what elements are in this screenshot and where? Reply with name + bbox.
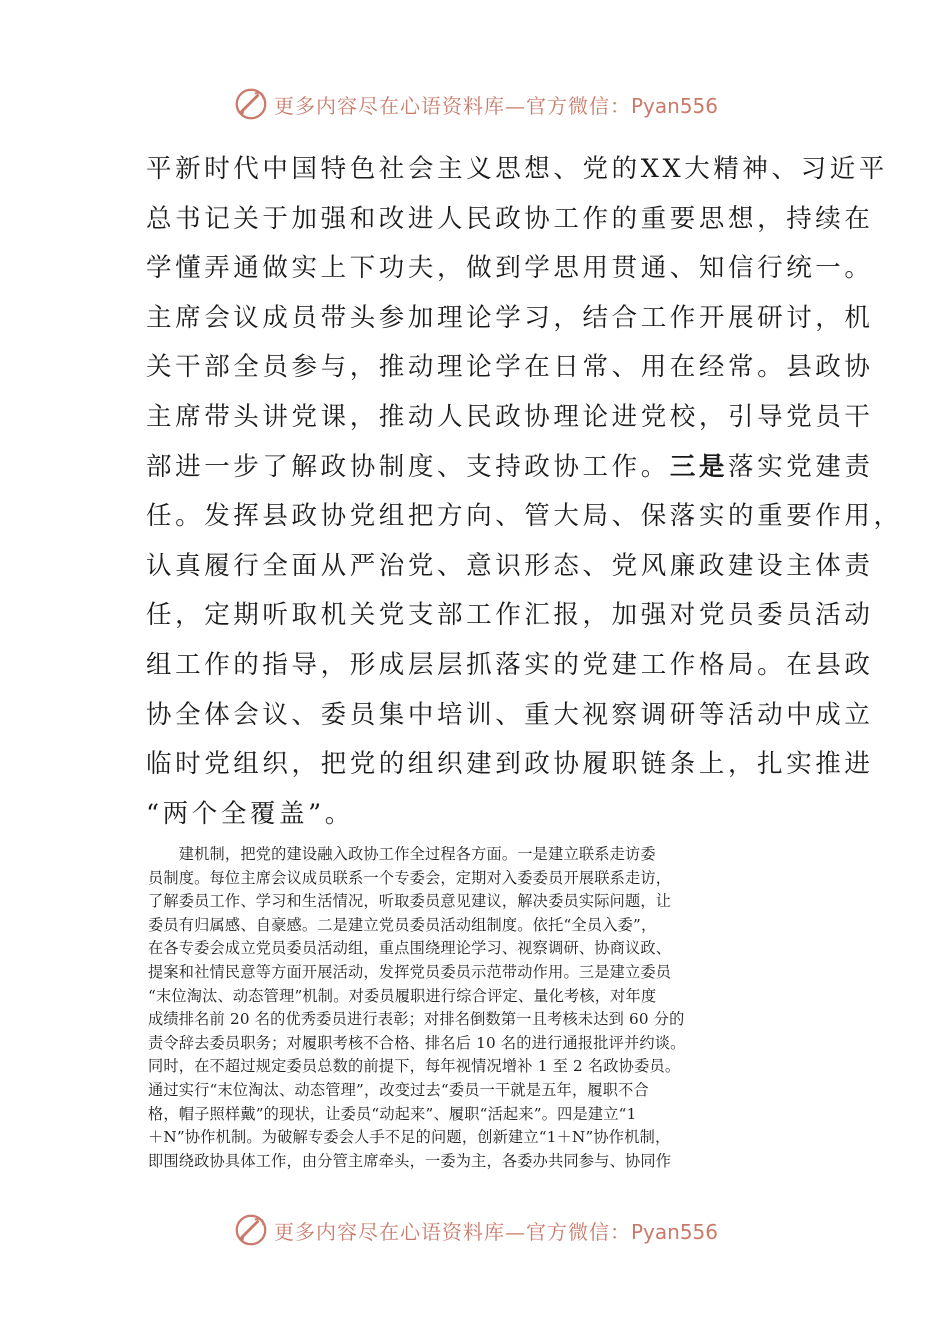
banner-wechat-id: Pyan556 bbox=[630, 93, 718, 118]
text-line: 委员有归属感、自豪感。二是建立党员委员活动组制度。依托“全员入委”， bbox=[148, 915, 657, 934]
pen-logo-icon bbox=[232, 85, 270, 123]
text-line: 同时，在不超过规定委员总数的前提下，每年视情况增补 1 至 2 名政协委员。 bbox=[148, 1057, 681, 1076]
text-line: “两个全覆盖”。 bbox=[146, 798, 354, 829]
text-line: 主席带头讲党课，推动人民政协理论进党校，引导党员干 bbox=[146, 401, 874, 432]
text-line: 格，帽子照样戴”的现状，让委员“动起来”、履职“活起来”。四是建立“1 bbox=[148, 1104, 637, 1123]
text-line: 学懂弄通做实上下功夫，做到学思用贯通、知信行统一。 bbox=[146, 253, 874, 284]
text-line: 在各专委会成立党员委员活动组，重点围绕理论学习、视察调研、协商议政、 bbox=[148, 939, 672, 958]
text-line: 协全体会议、委员集中培训、重大视察调研等活动中成立 bbox=[146, 699, 874, 730]
banner-text bbox=[274, 90, 718, 119]
footer-watermark-banner bbox=[0, 1208, 950, 1252]
text-line: 员制度。每位主席会议成员联系一个专委会，定期对入委委员开展联系走访， bbox=[148, 868, 672, 887]
large-text-paragraph bbox=[146, 145, 903, 839]
text-line: 即围绕政协具体工作，由分管主席牵头，一委为主，各委办共同参与、协同作 bbox=[148, 1151, 672, 1170]
text-line: 临时党组织，把党的组织建到政协履职链条上，扎实推进 bbox=[146, 749, 874, 780]
banner-cn-text: 更多内容尽在心语资料库—官方微信： bbox=[273, 1219, 631, 1244]
text-line: 任，定期听取机关党支部工作汇报，加强对党员委员活动 bbox=[146, 600, 874, 631]
text-line: 了解委员工作、学习和生活情况，听取委员意见建议，解决委员实际问题，让 bbox=[148, 892, 672, 911]
text-line: 任。发挥县政协党组把方向、管大局、保落实的重要作用， bbox=[146, 501, 903, 532]
bold-phrase: 三是 bbox=[669, 451, 729, 482]
text-segment: 落实党建责 bbox=[728, 451, 874, 482]
small-text-paragraph bbox=[148, 843, 804, 1173]
banner-wechat-id: Pyan556 bbox=[630, 1219, 718, 1244]
header-watermark-banner bbox=[0, 82, 950, 126]
pen-logo-icon bbox=[232, 1211, 270, 1249]
text-line bbox=[146, 443, 874, 493]
text-line: 认真履行全面从严治党、意识形态、党风廉政建设主体责 bbox=[146, 550, 874, 581]
text-line: 平新时代中国特色社会主义思想、党的XX大精神、习近平 bbox=[146, 154, 888, 184]
text-line: 成绩排名前 20 名的优秀委员进行表彰；对排名倒数第一且考核未达到 60 分的 bbox=[148, 1010, 685, 1029]
text-line: 通过实行“末位淘汰、动态管理”，改变过去“委员一干就是五年，履职不合 bbox=[148, 1080, 649, 1099]
text-line: “末位淘汰、动态管理”机制。对委员履职进行综合评定、量化考核，对年度 bbox=[148, 986, 657, 1005]
text-line: 总书记关于加强和改进人民政协工作的重要思想，持续在 bbox=[146, 203, 874, 234]
text-line: 提案和社情民意等方面开展活动，发挥党员委员示范带动作用。三是建立委员 bbox=[148, 962, 672, 981]
text-line: 组工作的指导，形成层层抓落实的党建工作格局。在县政 bbox=[146, 649, 874, 680]
text-line: 关干部全员参与，推动理论学在日常、用在经常。县政协 bbox=[146, 352, 874, 383]
text-line: 主席会议成员带头参加理论学习，结合工作开展研讨，机 bbox=[146, 302, 874, 333]
banner-text bbox=[274, 1216, 718, 1245]
text-line: 责令辞去委员职务；对履职考核不合格、排名后 10 名的进行通报批评并约谈。 bbox=[148, 1033, 686, 1052]
text-line: ＋N”协作机制。为破解专委会人手不足的问题，创新建立“1＋N”协作机制， bbox=[148, 1128, 671, 1147]
banner-cn-text: 更多内容尽在心语资料库—官方微信： bbox=[273, 93, 631, 118]
text-segment: 部进一步了解政协制度、支持政协工作。 bbox=[146, 451, 670, 482]
text-line: 建机制，把党的建设融入政协工作全过程各方面。一是建立联系走访委 bbox=[148, 845, 656, 863]
